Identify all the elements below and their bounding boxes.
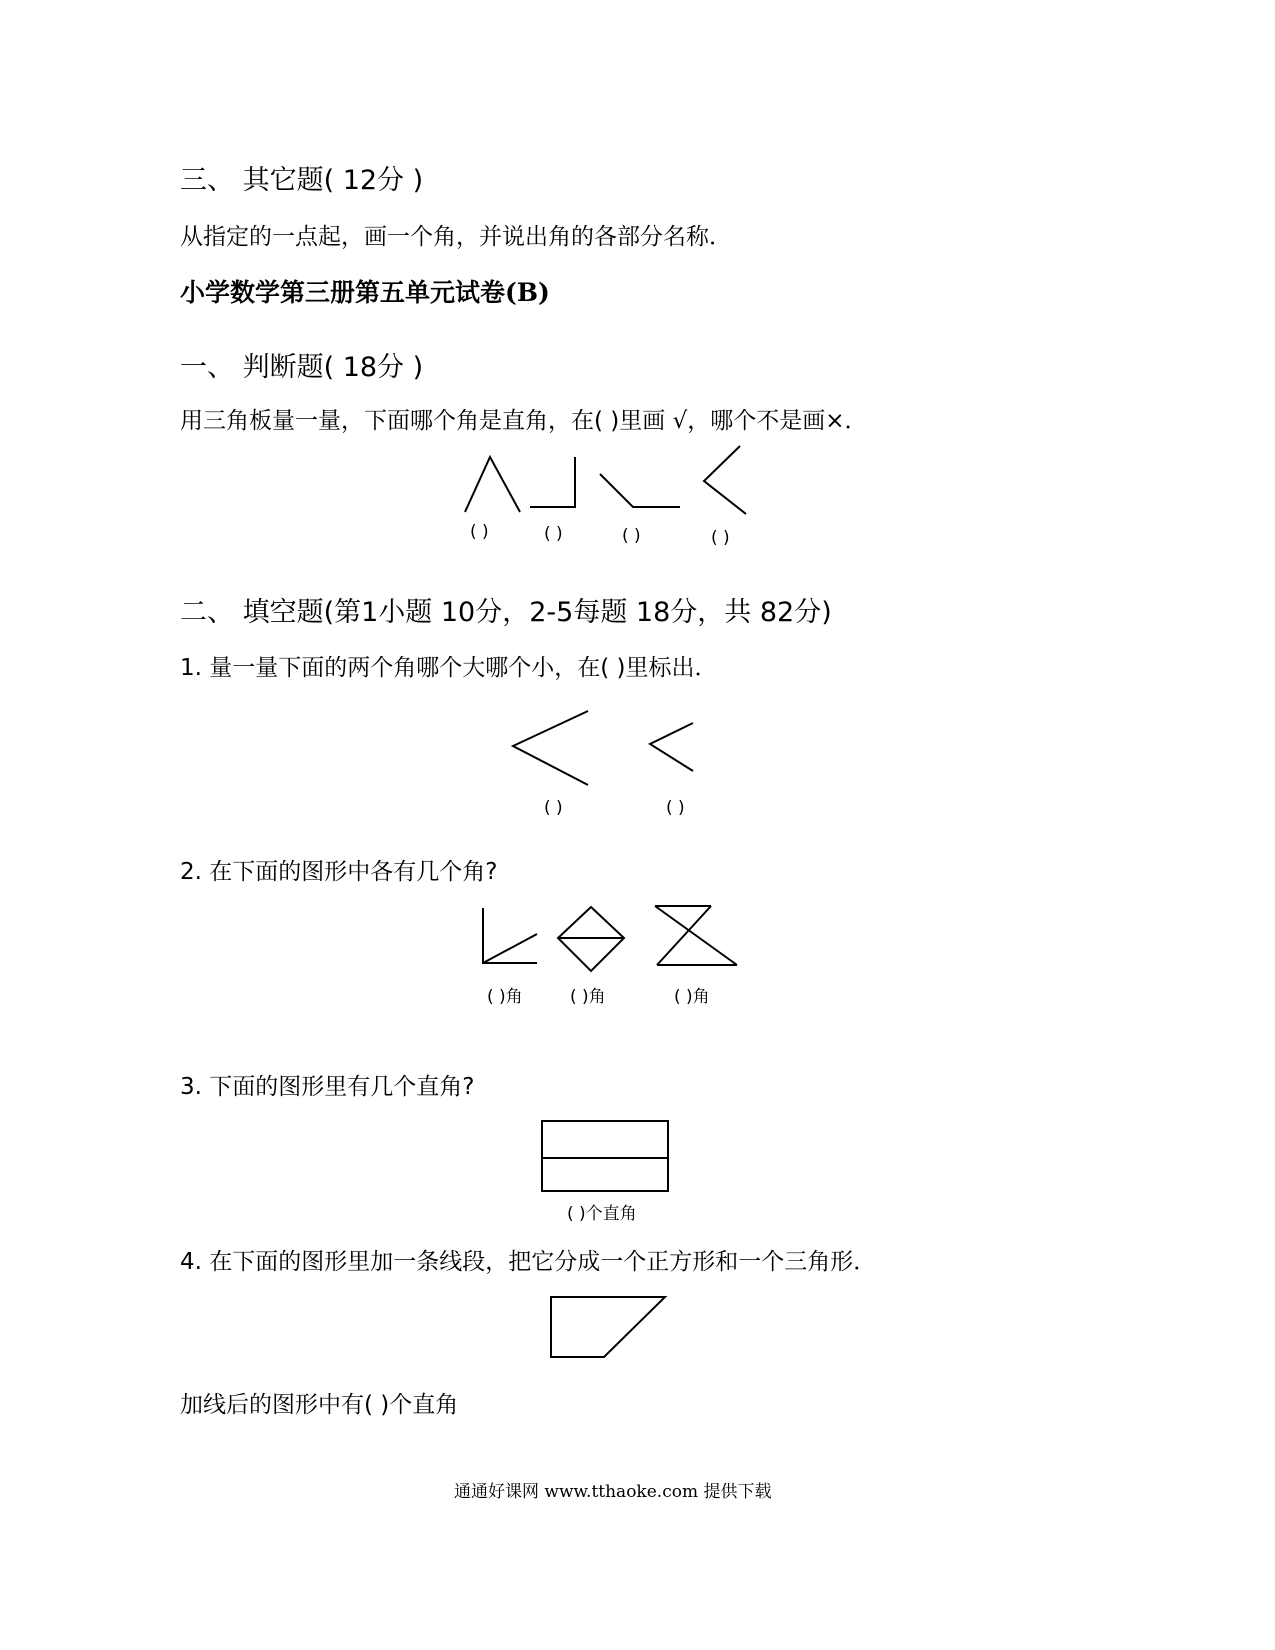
q1-text: 1. 量一量下面的两个角哪个大哪个小，在( )里标出． xyxy=(180,655,718,681)
blank-angle-4[interactable]: ( ) xyxy=(711,528,730,548)
angle-4 xyxy=(704,446,746,514)
label-rectangle: ( )个直角 xyxy=(567,1204,637,1224)
section-one-heading: 一、 判断题( 18分 ) xyxy=(180,352,424,383)
shape-hourglass-diag1 xyxy=(655,906,737,965)
shape-ray xyxy=(483,934,537,963)
blank-small-angle[interactable]: ( ) xyxy=(666,798,685,818)
footer-credit: 通通好课网 www.tthaoke.com 提供下载 xyxy=(454,1482,772,1502)
label-shape-3: ( )角 xyxy=(674,987,710,1007)
section-two-heading: 二、 填空题(第1小题 10分，2-5每题 18分，共 82分) xyxy=(180,597,832,628)
blank-large-angle[interactable]: ( ) xyxy=(544,798,563,818)
blank-angle-1[interactable]: ( ) xyxy=(470,522,489,542)
q3-text: 3. 下面的图形里有几个直角? xyxy=(180,1074,475,1100)
blank-angle-2[interactable]: ( ) xyxy=(544,524,563,544)
angle-small xyxy=(650,723,693,771)
label-shape-1: ( )角 xyxy=(487,987,523,1007)
angle-3 xyxy=(600,474,680,507)
section-one-instruction: 用三角板量一量，下面哪个角是直角，在( )里画 √，哪个不是画×． xyxy=(180,408,868,434)
shape-angle-with-ray xyxy=(483,908,537,963)
q2-text: 2. 在下面的图形中各有几个角? xyxy=(180,859,498,885)
label-shape-2: ( )角 xyxy=(570,987,606,1007)
q4-answer: 加线后的图形中有( )个直角 xyxy=(180,1392,459,1418)
angle-large xyxy=(513,711,588,785)
section-three-instruction: 从指定的一点起，画一个角，并说出角的各部分名称． xyxy=(180,224,732,250)
shape-rectangle xyxy=(542,1121,668,1191)
shape-trapezoid xyxy=(551,1297,665,1357)
angle-2 xyxy=(530,457,575,507)
shape-hourglass-diag2 xyxy=(657,906,711,965)
angle-1 xyxy=(465,457,520,512)
section-three-heading: 三、 其它题( 12分 ) xyxy=(180,165,424,196)
blank-angle-3[interactable]: ( ) xyxy=(622,526,641,546)
exam-title: 小学数学第三册第五单元试卷(B) xyxy=(180,278,550,307)
q4-text: 4. 在下面的图形里加一条线段，把它分成一个正方形和一个三角形． xyxy=(180,1249,877,1275)
